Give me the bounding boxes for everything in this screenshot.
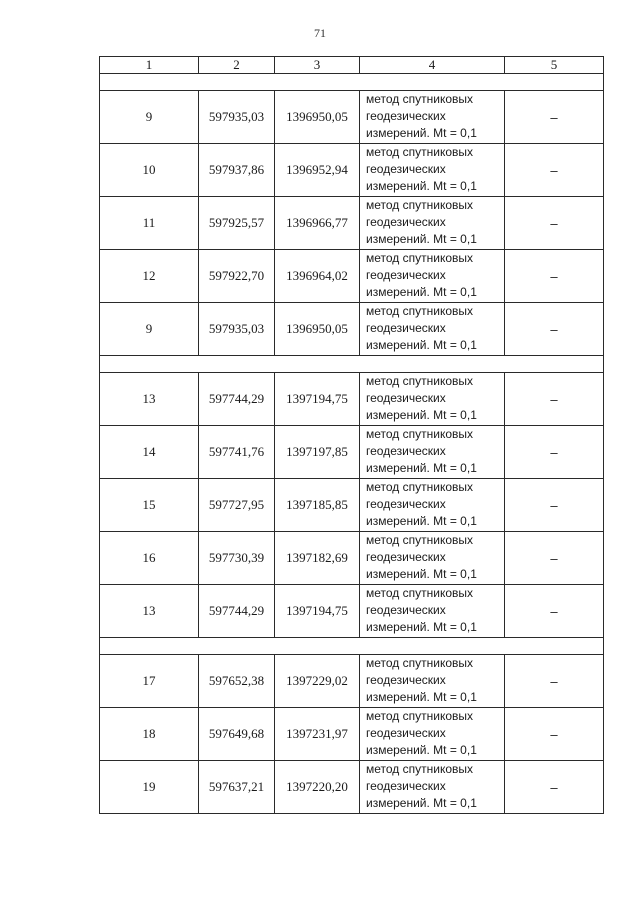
note-cell: – bbox=[505, 708, 604, 761]
table-row bbox=[100, 655, 604, 708]
method-line: измерений. Mt = 0,1 bbox=[366, 461, 477, 475]
method-cell bbox=[360, 761, 505, 814]
table-row bbox=[100, 144, 604, 197]
x-coordinate-cell: 597937,86 bbox=[199, 144, 275, 197]
method-line: геодезических bbox=[366, 215, 446, 229]
y-coordinate-cell: 1397220,20 bbox=[275, 761, 360, 814]
table-row bbox=[100, 303, 604, 356]
method-line: геодезических bbox=[366, 497, 446, 511]
point-number-cell: 9 bbox=[100, 91, 199, 144]
method-line: геодезических bbox=[366, 726, 446, 740]
x-coordinate-cell: 597935,03 bbox=[199, 91, 275, 144]
method-line: измерений. Mt = 0,1 bbox=[366, 179, 477, 193]
method-line: измерений. Mt = 0,1 bbox=[366, 796, 477, 810]
method-cell bbox=[360, 585, 505, 638]
method-line: метод спутниковых bbox=[366, 145, 474, 159]
note-cell: – bbox=[505, 303, 604, 356]
spacer-cell bbox=[100, 74, 604, 91]
point-number-cell: 16 bbox=[100, 532, 199, 585]
point-number-cell: 10 bbox=[100, 144, 199, 197]
spacer-cell bbox=[100, 356, 604, 373]
column-header-3: 3 bbox=[275, 57, 360, 74]
method-line: измерений. Mt = 0,1 bbox=[366, 232, 477, 246]
method-cell bbox=[360, 144, 505, 197]
table-header-row bbox=[100, 57, 604, 74]
method-line: метод спутниковых bbox=[366, 427, 474, 441]
point-number-cell: 13 bbox=[100, 373, 199, 426]
method-line: метод спутниковых bbox=[366, 374, 474, 388]
table-row bbox=[100, 373, 604, 426]
method-line: геодезических bbox=[366, 550, 446, 564]
table-row bbox=[100, 250, 604, 303]
method-cell bbox=[360, 91, 505, 144]
method-line: метод спутниковых bbox=[366, 656, 474, 670]
spacer-cell bbox=[100, 638, 604, 655]
method-line: измерений. Mt = 0,1 bbox=[366, 743, 477, 757]
coordinates-table bbox=[99, 56, 604, 814]
table-row bbox=[100, 197, 604, 250]
note-cell: – bbox=[505, 585, 604, 638]
x-coordinate-cell: 597727,95 bbox=[199, 479, 275, 532]
method-line: геодезических bbox=[366, 673, 446, 687]
method-cell bbox=[360, 532, 505, 585]
table-spacer-row bbox=[100, 638, 604, 655]
method-line: метод спутниковых bbox=[366, 762, 474, 776]
note-cell: – bbox=[505, 197, 604, 250]
point-number-cell: 18 bbox=[100, 708, 199, 761]
method-cell bbox=[360, 479, 505, 532]
table-row bbox=[100, 479, 604, 532]
y-coordinate-cell: 1397194,75 bbox=[275, 373, 360, 426]
x-coordinate-cell: 597741,76 bbox=[199, 426, 275, 479]
point-number-cell: 13 bbox=[100, 585, 199, 638]
y-coordinate-cell: 1396950,05 bbox=[275, 303, 360, 356]
method-line: метод спутниковых bbox=[366, 533, 474, 547]
page-number: 71 bbox=[314, 26, 326, 40]
x-coordinate-cell: 597935,03 bbox=[199, 303, 275, 356]
y-coordinate-cell: 1396952,94 bbox=[275, 144, 360, 197]
method-line: геодезических bbox=[366, 162, 446, 176]
x-coordinate-cell: 597925,57 bbox=[199, 197, 275, 250]
method-cell bbox=[360, 708, 505, 761]
method-line: геодезических bbox=[366, 444, 446, 458]
x-coordinate-cell: 597922,70 bbox=[199, 250, 275, 303]
x-coordinate-cell: 597649,68 bbox=[199, 708, 275, 761]
column-header-2: 2 bbox=[199, 57, 275, 74]
point-number-cell: 12 bbox=[100, 250, 199, 303]
table-spacer-row bbox=[100, 74, 604, 91]
method-cell bbox=[360, 373, 505, 426]
method-cell bbox=[360, 197, 505, 250]
table-row bbox=[100, 91, 604, 144]
method-line: измерений. Mt = 0,1 bbox=[366, 408, 477, 422]
point-number-cell: 14 bbox=[100, 426, 199, 479]
note-cell: – bbox=[505, 373, 604, 426]
column-header-5: 5 bbox=[505, 57, 604, 74]
method-cell bbox=[360, 303, 505, 356]
method-line: метод спутниковых bbox=[366, 709, 474, 723]
table-body bbox=[100, 74, 604, 814]
method-line: измерений. Mt = 0,1 bbox=[366, 285, 477, 299]
method-line: геодезических bbox=[366, 109, 446, 123]
note-cell: – bbox=[505, 250, 604, 303]
y-coordinate-cell: 1396964,02 bbox=[275, 250, 360, 303]
x-coordinate-cell: 597637,21 bbox=[199, 761, 275, 814]
note-cell: – bbox=[505, 532, 604, 585]
y-coordinate-cell: 1397194,75 bbox=[275, 585, 360, 638]
point-number-cell: 11 bbox=[100, 197, 199, 250]
table-spacer-row bbox=[100, 356, 604, 373]
x-coordinate-cell: 597744,29 bbox=[199, 585, 275, 638]
y-coordinate-cell: 1396950,05 bbox=[275, 91, 360, 144]
x-coordinate-cell: 597730,39 bbox=[199, 532, 275, 585]
point-number-cell: 19 bbox=[100, 761, 199, 814]
method-line: геодезических bbox=[366, 268, 446, 282]
point-number-cell: 9 bbox=[100, 303, 199, 356]
method-line: измерений. Mt = 0,1 bbox=[366, 567, 477, 581]
note-cell: – bbox=[505, 655, 604, 708]
method-line: измерений. Mt = 0,1 bbox=[366, 514, 477, 528]
column-header-1: 1 bbox=[100, 57, 199, 74]
method-line: метод спутниковых bbox=[366, 480, 474, 494]
note-cell: – bbox=[505, 426, 604, 479]
table-row bbox=[100, 761, 604, 814]
method-line: метод спутниковых bbox=[366, 251, 474, 265]
x-coordinate-cell: 597652,38 bbox=[199, 655, 275, 708]
y-coordinate-cell: 1397185,85 bbox=[275, 479, 360, 532]
note-cell: – bbox=[505, 91, 604, 144]
table-row bbox=[100, 426, 604, 479]
method-line: измерений. Mt = 0,1 bbox=[366, 620, 477, 634]
y-coordinate-cell: 1397197,85 bbox=[275, 426, 360, 479]
y-coordinate-cell: 1397231,97 bbox=[275, 708, 360, 761]
note-cell: – bbox=[505, 479, 604, 532]
column-header-4: 4 bbox=[360, 57, 505, 74]
method-line: метод спутниковых bbox=[366, 586, 474, 600]
method-line: метод спутниковых bbox=[366, 92, 474, 106]
method-line: метод спутниковых bbox=[366, 304, 474, 318]
note-cell: – bbox=[505, 761, 604, 814]
table-row bbox=[100, 708, 604, 761]
method-line: измерений. Mt = 0,1 bbox=[366, 126, 477, 140]
method-line: геодезических bbox=[366, 391, 446, 405]
x-coordinate-cell: 597744,29 bbox=[199, 373, 275, 426]
method-line: измерений. Mt = 0,1 bbox=[366, 690, 477, 704]
method-cell bbox=[360, 250, 505, 303]
method-cell bbox=[360, 426, 505, 479]
table-row bbox=[100, 532, 604, 585]
point-number-cell: 15 bbox=[100, 479, 199, 532]
y-coordinate-cell: 1397182,69 bbox=[275, 532, 360, 585]
method-cell bbox=[360, 655, 505, 708]
y-coordinate-cell: 1397229,02 bbox=[275, 655, 360, 708]
method-line: геодезических bbox=[366, 321, 446, 335]
point-number-cell: 17 bbox=[100, 655, 199, 708]
method-line: метод спутниковых bbox=[366, 198, 474, 212]
note-cell: – bbox=[505, 144, 604, 197]
table-row bbox=[100, 585, 604, 638]
method-line: геодезических bbox=[366, 779, 446, 793]
method-line: измерений. Mt = 0,1 bbox=[366, 338, 477, 352]
method-line: геодезических bbox=[366, 603, 446, 617]
y-coordinate-cell: 1396966,77 bbox=[275, 197, 360, 250]
